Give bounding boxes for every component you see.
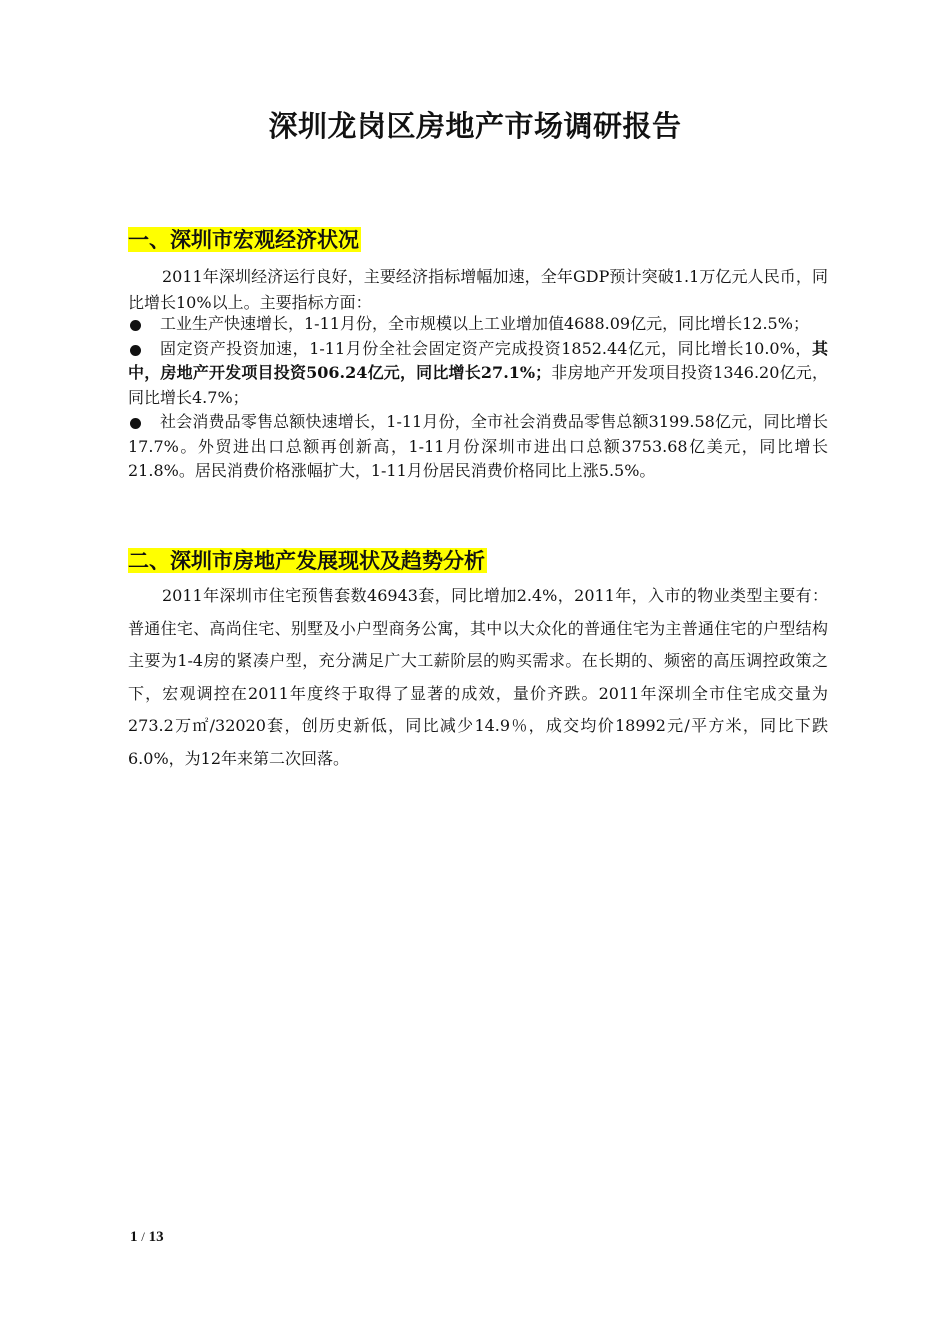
page-number	[130, 1229, 164, 1246]
section-heading-real-estate	[128, 546, 487, 576]
highlighted-heading-text: 二、深圳市房地产发展现状及趋势分析	[128, 548, 485, 573]
section1-intro-paragraph: 2011年深圳经济运行良好，主要经济指标增幅加速，全年GDP预计突破1.1万亿元人民币，同比增长10%以上。主要指标方面：	[128, 267, 828, 312]
bullet-dot-icon	[130, 418, 141, 429]
economic-indicators-list	[128, 312, 828, 484]
list-item	[128, 337, 828, 411]
list-item-bold-text: 其中，房地产开发项目投资506.24亿元，同比增长27.1%；	[128, 338, 828, 382]
bullet-dot-icon	[130, 320, 141, 331]
list-item-text: 社会消费品零售总额快速增长，1-11月份，全市社会消费品零售总额3199.58亿元，同比增长17.7%。外贸进出口总额再创新高，1-11月份深圳市进出口总额3753.68亿美元，同比增长21.8%。居民消费价格涨幅扩大，1-11月份居民消费价格同比上涨5.5%。	[128, 412, 828, 480]
list-item-text: 非房地产开发项目投资1346.20亿元，同比增长4.7%；	[128, 363, 828, 407]
bullet-dot-icon	[130, 345, 141, 356]
list-item	[128, 312, 828, 337]
page-separator: /	[141, 1229, 145, 1244]
list-item	[128, 410, 828, 484]
list-item-text: 固定资产投资加速，1-11月份全社会固定资产完成投资1852.44亿元，同比增长10.0%，	[160, 338, 812, 358]
highlighted-heading-text: 一、深圳市宏观经济状况	[128, 227, 359, 252]
document-title: 深圳龙岗区房地产市场调研报告	[268, 109, 682, 143]
page-total: 13	[148, 1229, 164, 1245]
list-item-text: 工业生产快速增长，1-11月份，全市规模以上工业增加值4688.09亿元，同比增长12.5%；	[160, 314, 809, 333]
section-heading-macro-economy	[128, 225, 361, 255]
section2-body-paragraph: 2011年深圳市住宅预售套数46943套，同比增加2.4%，2011年，入市的物业类型主要有：普通住宅、高尚住宅、别墅及小户型商务公寓，其中以大众化的普通住宅为主普通住宅的户型结构主要为1-4房的紧凑户型，充分满足广大工薪阶层的购买需求。在长期的、频密的高压调控政策之下，宏观调控在2011年度终于取得了显著的成效，量价齐跌。2011年深圳全市住宅成交量为273.2万㎡/32020套，创历史新低，同比减少14.9％，成交均价18992元/平方米，同比下跌6.0%，为12年来第二次回落。	[128, 586, 828, 768]
page-current: 1	[130, 1229, 138, 1245]
